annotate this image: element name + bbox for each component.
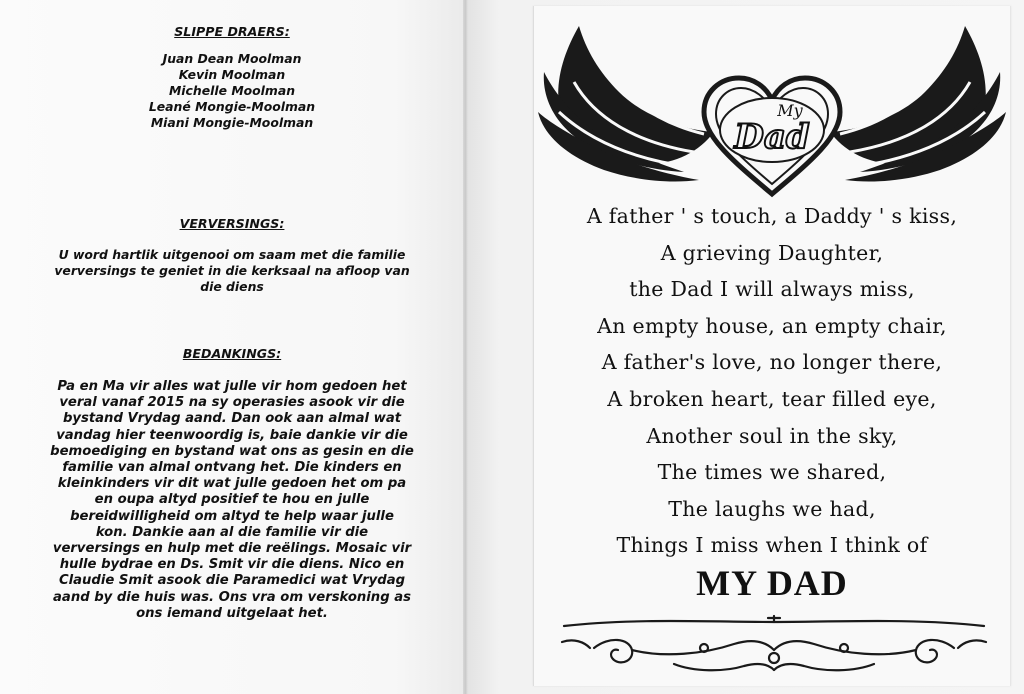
text-line: aand by die huis was. Ons vra om verskoning as bbox=[53, 589, 411, 605]
text-line: Pa en Ma vir alles wat julle vir hom gedoen het bbox=[57, 379, 407, 394]
pallbearer-name: Juan Dean Moolman bbox=[162, 51, 302, 66]
right-wing-icon bbox=[830, 26, 1006, 182]
poem-line: The laughs we had, bbox=[668, 496, 876, 521]
refreshments-text bbox=[10, 247, 454, 296]
pallbearers-section bbox=[10, 24, 454, 131]
poem-line: the Dad I will always miss, bbox=[629, 277, 915, 302]
refreshments-section bbox=[10, 216, 454, 296]
text-line: die diens bbox=[200, 279, 264, 295]
poem-card bbox=[533, 6, 1011, 686]
text-line: ons iemand uitgelaat het. bbox=[136, 605, 328, 621]
thanks-text bbox=[10, 379, 454, 622]
poem-text bbox=[534, 198, 1010, 564]
winged-heart-icon bbox=[534, 12, 1010, 202]
booklet-spine bbox=[463, 0, 468, 694]
poem-line: A father ' s touch, a Daddy ' s kiss, bbox=[586, 204, 958, 228]
thanks-heading: BEDANKINGS: bbox=[182, 346, 282, 361]
text-line: U word hartlik uitgenooi om saam met die familie bbox=[58, 247, 406, 262]
text-line: en oupa altyd positief te hou en julle bbox=[94, 492, 370, 508]
poem-line: Another soul in the sky, bbox=[646, 423, 898, 448]
poem-line: Things I miss when I think of bbox=[616, 533, 928, 558]
poem-line: The times we shared, bbox=[657, 460, 887, 485]
text-line: kon. Dankie aan al die familie vir die bbox=[95, 524, 369, 540]
poem-line: A father's love, no longer there, bbox=[601, 350, 943, 375]
poem-line: An empty house, an empty chair, bbox=[597, 313, 947, 338]
thanks-section bbox=[10, 346, 454, 622]
text-line: hulle bydrae en Ds. Smit vir die diens. Nico en bbox=[59, 557, 405, 573]
pallbearer-name: Kevin Moolman bbox=[178, 67, 286, 82]
poem-line: A grieving Daughter, bbox=[660, 240, 884, 265]
text-line: bemoediging en bystand wat ons as gesin en die bbox=[50, 443, 414, 459]
text-line: kleinkinders vir dit wat julle gedoen het om pa bbox=[57, 476, 407, 492]
left-page bbox=[0, 0, 466, 694]
text-line: bereidwilligheid om altyd te help waar julle bbox=[70, 508, 394, 524]
text-line: familie van almal ontvang het. Die kinders en bbox=[62, 460, 402, 476]
pallbearers-heading: SLIPPE DRAERS: bbox=[174, 24, 290, 39]
pallbearer-name: Miani Mongie-Moolman bbox=[150, 115, 314, 130]
emblem-main-word: Dad bbox=[734, 117, 810, 157]
left-wing-icon bbox=[538, 26, 714, 182]
text-line: bystand Vrydag aand. Dan ook aan almal wat bbox=[62, 411, 402, 427]
pallbearers-list bbox=[10, 51, 454, 131]
emblem-top-word: My bbox=[777, 101, 803, 120]
text-line: veral vanaf 2015 na sy operasies asook vir die bbox=[59, 395, 405, 411]
text-line: Claudie Smit asook die Paramedici wat Vrydag bbox=[58, 573, 406, 589]
closing-title: MY DAD bbox=[696, 563, 848, 603]
pallbearer-name: Leané Mongie-Moolman bbox=[148, 99, 316, 114]
scroll-flourish-icon bbox=[554, 608, 994, 680]
poem-line: A broken heart, tear filled eye, bbox=[607, 386, 937, 411]
text-line: verversings en hulp met die reëlings. Mosaic vir bbox=[52, 541, 412, 557]
text-line: verversings te geniet in die kerksaal na afloop van bbox=[54, 263, 410, 279]
text-line: vandag hier teenwoordig is, baie dankie vir die bbox=[56, 427, 408, 443]
refreshments-heading: VERVERSINGS: bbox=[179, 216, 285, 231]
pallbearer-name: Michelle Moolman bbox=[168, 83, 296, 98]
